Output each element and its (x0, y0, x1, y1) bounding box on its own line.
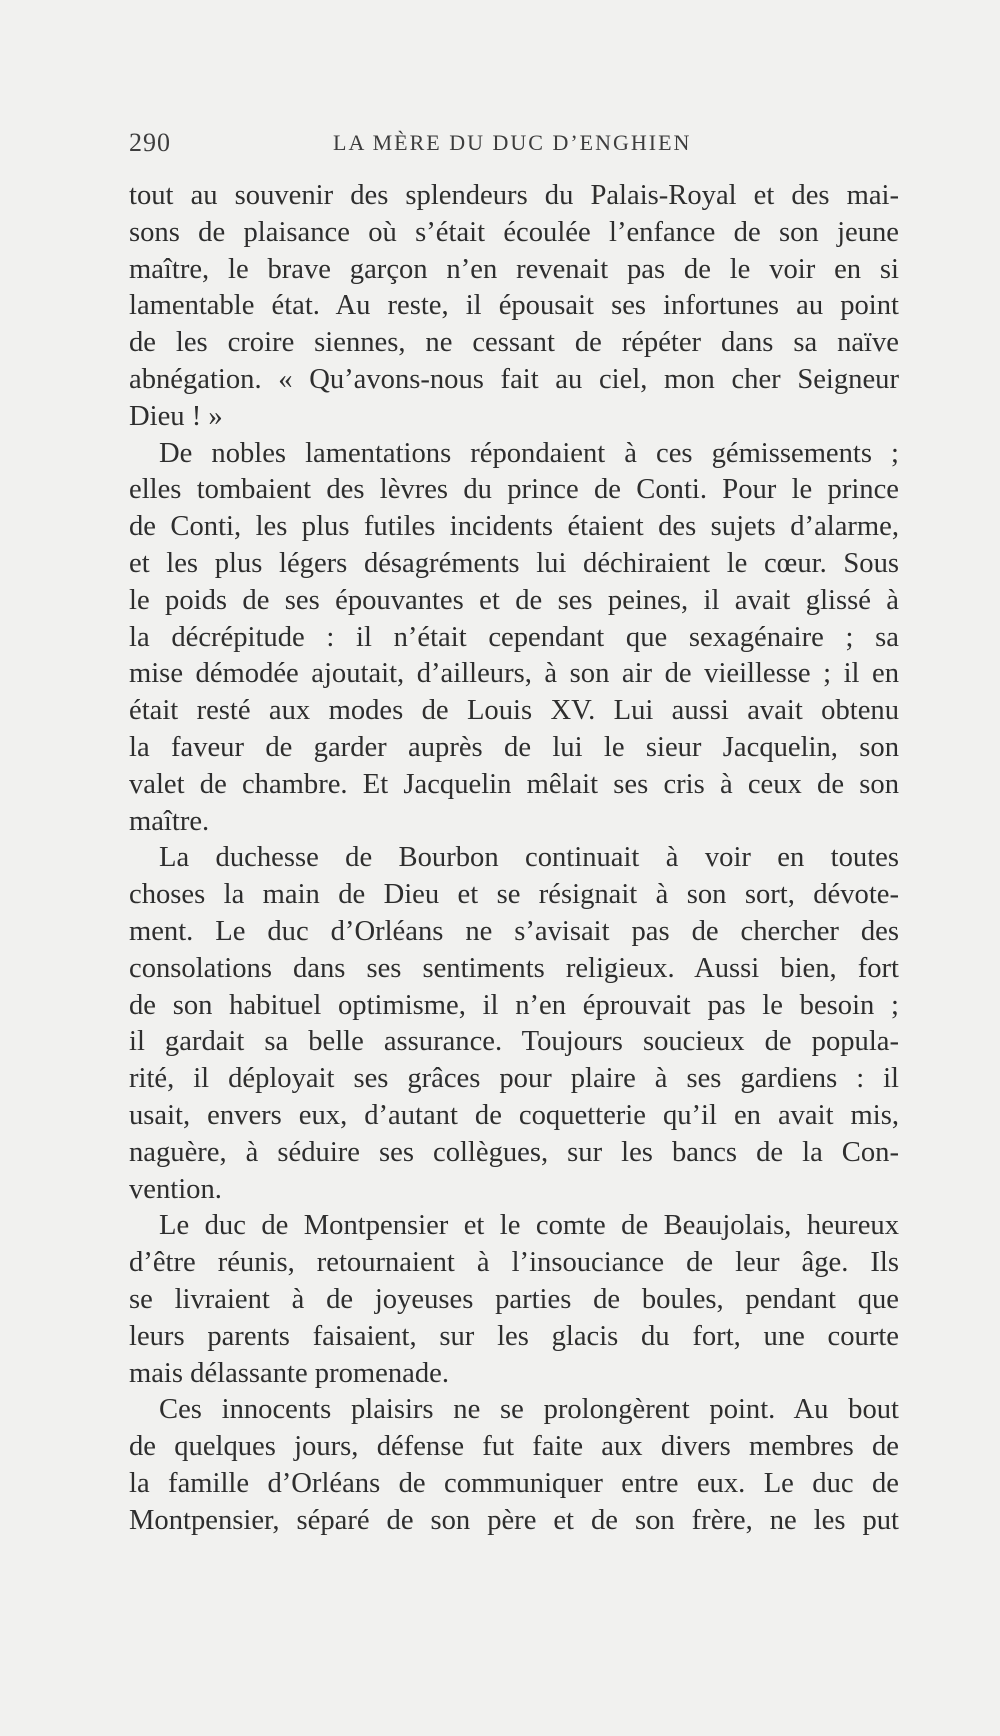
text-line: elles tombaient des lèvres du prince de Conti. Pour le prince (129, 474, 899, 506)
text-line: Montpensier, séparé de son père et de son frère, ne les put (129, 1504, 899, 1536)
text-line: la famille d’Orléans de communiquer entre eux. Le duc de (129, 1467, 899, 1499)
text-line: était resté aux modes de Louis XV. Lui aussi avait obtenu (129, 695, 899, 727)
text-line: consolations dans ses sentiments religieux. Aussi bien, fort (129, 952, 899, 984)
text-line: le poids de ses épouvantes et de ses peines, il avait glissé à (129, 584, 899, 616)
body-text (129, 178, 899, 1539)
text-line: Ces innocents plaisirs ne se prolongèrent point. Au bout (159, 1394, 899, 1426)
text-line: maître. (129, 805, 210, 837)
text-line: leurs parents faisaient, sur les glacis du fort, une courte (129, 1320, 899, 1352)
running-title: LA MÈRE DU DUC D’ENGHIEN (333, 130, 692, 155)
text-line: et les plus légers désagréments lui déchiraient le cœur. Sous (129, 547, 899, 579)
text-line: choses la main de Dieu et se résignait à son sort, dévote- (129, 879, 899, 911)
text-line: de son habituel optimisme, il n’en éprouvait pas le besoin ; (129, 989, 899, 1021)
text-line: usait, envers eux, d’autant de coquetterie qu’il en avait mis, (129, 1099, 899, 1131)
text-line: de Conti, les plus futiles incidents étaient des sujets d’alarme, (129, 511, 899, 543)
text-line: Le duc de Montpensier et le comte de Beaujolais, heureux (159, 1210, 899, 1242)
text-line: la faveur de garder auprès de lui le sieur Jacquelin, son (129, 731, 899, 763)
text-line: tout au souvenir des splendeurs du Palais-Royal et des mai- (129, 180, 899, 211)
text-line: mais délassante promenade. (129, 1357, 449, 1389)
text-line: naguère, à séduire ses collègues, sur les bancs de la Con- (129, 1136, 899, 1168)
page-header (129, 128, 899, 160)
text-line: se livraient à de joyeuses parties de boules, pendant que (129, 1283, 899, 1315)
text-line: maître, le brave garçon n’en revenait pas de le voir en si (129, 253, 899, 285)
text-line: Dieu ! » (129, 400, 223, 432)
text-line: ment. Le duc d’Orléans ne s’avisait pas de chercher des (129, 915, 899, 947)
text-line: sons de plaisance où s’était écoulée l’enfance de son jeune (129, 216, 899, 248)
text-line: vention. (129, 1173, 222, 1205)
text-line: rité, il déployait ses grâces pour plaire à ses gardiens : il (129, 1063, 899, 1095)
text-line: de quelques jours, défense fut faite aux divers membres de (129, 1431, 899, 1463)
text-line: La duchesse de Bourbon continuait à voir en toutes (159, 842, 899, 874)
text-line: de les croire siennes, ne cessant de répéter dans sa naïve (129, 327, 899, 359)
text-line: il gardait sa belle assurance. Toujours soucieux de popula- (129, 1026, 899, 1058)
text-line: d’être réunis, retournaient à l’insouciance de leur âge. Ils (129, 1247, 899, 1279)
text-line: De nobles lamentations répondaient à ces gémissements ; (159, 437, 899, 469)
page-number: 290 (129, 128, 171, 157)
text-line: mise démodée ajoutait, d’ailleurs, à son air de vieillesse ; il en (129, 658, 899, 690)
text-line: abnégation. « Qu’avons-nous fait au ciel, mon cher Seigneur (129, 363, 899, 395)
text-line: valet de chambre. Et Jacquelin mêlait ses cris à ceux de son (129, 768, 899, 800)
text-line: lamentable état. Au reste, il épousait ses infortunes au point (129, 290, 899, 322)
text-line: la décrépitude : il n’était cependant que sexagénaire ; sa (129, 621, 899, 653)
